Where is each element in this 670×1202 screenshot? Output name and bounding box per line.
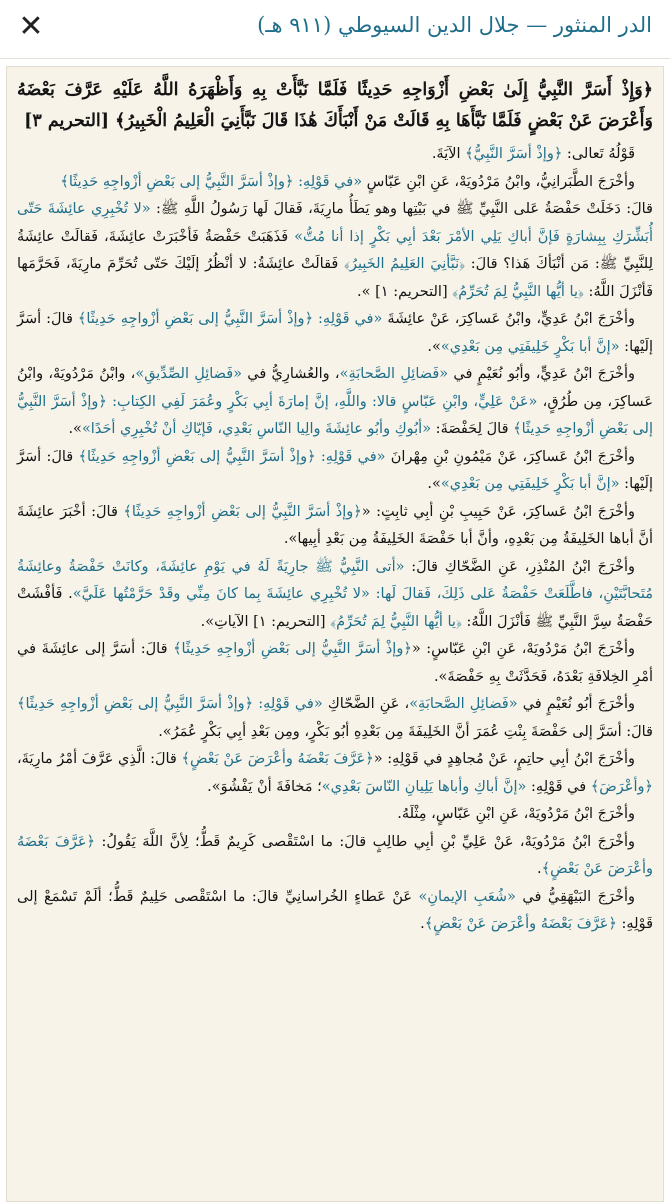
paragraph: وأخْرَجَ ابْنُ عَدِيٍّ، وأبُو نُعَيْمٍ في «فَضائِلِ الصَّحابَةِ»، والعُشارِيُّ في «فَضائِلِ الصِّدِّيقِ»، وابْنُ مَرْدُويَهْ، وابْنُ عَساكِرَ، مِن طُرُقٍ، «عَنْ عَلِيٍّ، وابْنِ عَبّاسٍ قالا: واللَّهِ، إنَّ إمارَةَ أبِي بَكْرٍ وعُمَرَ لَفِي الكِتابِ: ﴿وإذْ أسَرَّ النَّبِيُّ إلى بَعْضِ أزْواجِهِ حَدِيثًا﴾ قالَ لِحَفْصَةَ: «أبُوكِ وأبُو عائِشَةَ والِيا النّاسِ بَعْدِي، فَإيّاكِ أنْ تُخْبِرِي أحَدًا»». [17, 366, 653, 437]
quran-verse [17, 75, 653, 137]
paragraph: وأخْرَجَ ابْنُ مَرْدُويَهْ، عَنِ ابْنِ عَبّاسٍ: «﴿وإذْ أسَرَّ النَّبِيُّ إلى بَعْضِ أزْواجِهِ حَدِيثًا﴾ قالَ: أسَرَّ إلى عائِشَةَ في أمْرِ الخِلافَةِ بَعْدَهُ، فَحَدَّثَتْ بِهِ حَفْصَةَ». [17, 641, 653, 685]
verse-reference: [التحريم ٣] [24, 111, 110, 131]
close-button[interactable]: ✕ [18, 9, 44, 44]
paragraph: وأخْرَجَ ابْنُ أبِي حاتِمٍ، عَنْ مُجاهِدٍ في قَوْلِهِ: «﴿عَرَّفَ بَعْضَهُ وأعْرَضَ عَنْ بَعْضٍ﴾ قالَ: الَّذِي عَرَّفَ أمْرُ مارِيَةَ، ﴿وأعْرَضَ﴾ في قَوْلِهِ: «إنَّ أباكِ وأباها يَلِيانِ النّاسَ بَعْدِي»؛ مَخافَةَ أنْ يَفْشُوَ». [17, 751, 653, 795]
paragraph: وأخْرَجَ ابْنُ عَدِيٍّ، وابْنُ عَساكِرَ، عَنْ عائِشَةَ «في قَوْلِهِ: ﴿وإذْ أسَرَّ النَّبِيُّ إلى بَعْضِ أزْواجِهِ حَدِيثًا﴾ قالَ: أسَرَّ إلَيْها: «إنَّ أبا بَكْرٍ خَلِيفَتِي مِن بَعْدِي»». [17, 311, 653, 355]
paragraph: وأخْرَجَ الطَّبَرانِيُّ، وابْنُ مَرْدُويَهْ، عَنِ ابْنِ عَبّاسٍ «في قَوْلِهِ: ﴿وإذْ أسَرَّ النَّبِيُّ إلى بَعْضِ أزْواجِهِ حَدِيثًا﴾ [60, 173, 635, 190]
paragraph: وأخْرَجَ أبُو نُعَيْمٍ في «فَضائِلِ الصَّحابَةِ»، عَنِ الضَّحّاكِ «في قَوْلِهِ: ﴿وإذْ أسَرَّ النَّبِيُّ إلى بَعْضِ أزْواجِهِ حَدِيثًا﴾ قالَ: أسَرَّ إلى حَفْصَةَ بِنْتِ عُمَرَ أنَّ الخَلِيفَةَ مِن بَعْدِهِ أبُو بَكْرٍ، ومِن بَعْدِ أبِي بَكْرٍ عُمَرُ». [17, 696, 653, 740]
paragraph: وأخْرَجَ ابْنُ عَساكِرَ، عَنْ حَبِيبِ بْنِ أبِي ثابِتٍ: «﴿وإذْ أسَرَّ النَّبِيُّ إلى بَعْضِ أزْواجِهِ حَدِيثًا﴾ قالَ: أخْبَرَ عائِشَةَ أنَّ أباها الخَلِيفَةُ مِن بَعْدِهِ، وأنَّ أبا حَفْصَةَ الخَلِيفَةُ مِن بَعْدِ أبِيها». [17, 503, 653, 547]
paragraph: قَوْلُهُ تَعالى: ﴿وإذْ أسَرَّ النَّبِيُّ﴾ الآيَةَ. [431, 146, 635, 162]
paragraph: وأخْرَجَ البَيْهَقِيُّ في «شُعَبِ الإيمانِ» عَنْ عَطاءٍ الخُراسانِيِّ قالَ: ما اسْتَقْصى حَلِيمٌ قَطُّ؛ ألَمْ تَسْمَعْ إلى قَوْلِهِ: ﴿عَرَّفَ بَعْضَهُ وأعْرَضَ عَنْ بَعْضٍ﴾. [17, 888, 653, 932]
verse-text: ﴿وَإِذْ أَسَرَّ النَّبِيُّ إِلَىٰ بَعْضِ أَزْوَاجِهِ حَدِيثًا فَلَمَّا نَبَّأَتْ بِهِ وَأَظْهَرَهُ اللَّهُ عَلَيْهِ عَرَّفَ بَعْضَهُ وَأَعْرَضَ عَنْ بَعْضٍ فَلَمَّا نَبَّأَهَا بِهِ قَالَتْ مَنْ أَنْبَأَكَ هَٰذَا قَالَ نَبَّأَنِيَ الْعَلِيمُ الْخَبِيرُ﴾ [17, 80, 653, 131]
page-content [7, 67, 663, 939]
paragraph: وأخْرَجَ ابْنُ مَرْدُويَهْ، عَنْ عَلِيِّ بْنِ أبِي طالِبٍ قالَ: ما اسْتَقْصى كَرِيمٌ قَطُّ؛ لِأنَّ اللَّهَ يَقُولُ: ﴿عَرَّفَ بَعْضَهُ وأعْرَضَ عَنْ بَعْضٍ﴾. [17, 833, 653, 877]
book-title: الدر المنثور — جلال الدين السيوطي (٩١١ هـ) [257, 13, 652, 37]
paragraph: وأخْرَجَ ابْنُ مَرْدُويَهْ، عَنِ ابْنِ عَبّاسٍ، مِثْلَهُ. [397, 806, 635, 822]
paragraph: وأخْرَجَ ابْنُ المُنْذِرِ، عَنِ الضَّحّاكِ قالَ: «أتى النَّبِيُّ ﷺ جارِيَةً لَهُ في يَوْمِ عائِشَةَ، وكانَتْ حَفْصَةُ وعائِشَةُ مُتَحابَّتَيْنِ، فاطَّلَعَتْ حَفْصَةُ عَلى ذَلِكَ، فَقالَ لَها: «لا تُخْبِرِي عائِشَةَ بِما كانَ مِنِّي وقَدْ حَرَّمْتُها عَلَيَّ». فَأفْشَتْ حَفْصَةُ سِرَّ النَّبِيِّ ﷺ فَأنْزَلَ اللَّهُ: ﴿يا أيُّها النَّبِيُّ لِمَ تُحَرِّمُ﴾ [التحريم: ١] الآياتِ». [17, 558, 653, 630]
tafsir-page[interactable] [6, 66, 664, 1202]
app-header [0, 0, 670, 59]
paragraph: قالَ: دَخَلَتْ حَفْصَةُ عَلى النَّبِيِّ ﷺ في بَيْتِها وهو يَطَأُ مارِيَةَ، فَقالَ لَها رَسُولُ اللَّهِ ﷺ: «لا تُخْبِرِي عائِشَةَ حَتّى أُبَشِّرَكِ بِبِشارَةٍ فَإنَّ أباكِ يَلِي الأمْرَ بَعْدَ أبِي بَكْرٍ إذا أنا مُتُّ» فَذَهَبَتْ حَفْصَةُ فَأخْبَرَتْ عائِشَةَ، فَقالَتْ عائِشَةُ لِلنَّبِيِّ ﷺ: مَن أنْبَأكَ هَذا؟ قالَ: ﴿نَبَّأنِيَ العَلِيمُ الخَبِيرُ﴾ فَقالَتْ عائِشَةُ: لا أنْظُرُ إلَيْكَ حَتّى تُحَرِّمَ مارِيَةَ، فَحَرَّمَها فَأنْزَلَ اللَّهُ: ﴿يا أيُّها النَّبِيُّ لِمَ تُحَرِّمُ﴾ [التحريم: ١] ». [17, 201, 653, 300]
paragraph: وأخْرَجَ ابْنُ عَساكِرَ، عَنْ مَيْمُونِ بْنِ مِهْرانَ «في قَوْلِهِ: ﴿وإذْ أسَرَّ النَّبِيُّ إلى بَعْضِ أزْواجِهِ حَدِيثًا﴾ قالَ: أسَرَّ إلَيْها: «إنَّ أبا بَكْرٍ خَلِيفَتِي مِن بَعْدِي»». [17, 448, 653, 492]
